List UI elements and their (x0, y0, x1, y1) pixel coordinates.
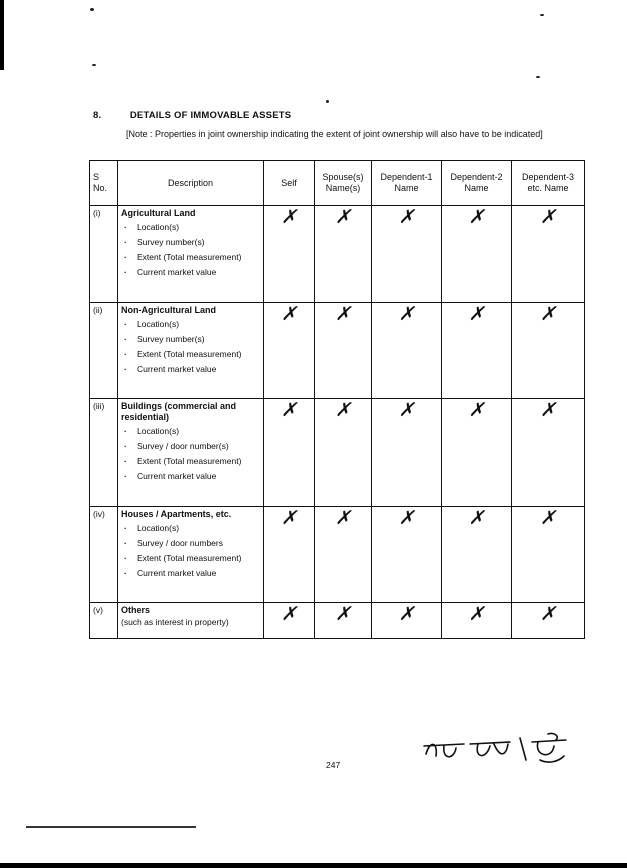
cross-mark: ✗ (540, 303, 556, 325)
cell-spouse (315, 507, 372, 603)
cell-dependent-3 (512, 603, 585, 639)
cross-mark: ✗ (468, 206, 485, 228)
cell-dependent-2 (442, 303, 512, 399)
cell-dependent-2 (442, 399, 512, 507)
cross-mark: ✗ (335, 507, 351, 529)
list-item: · Location(s) (121, 222, 260, 233)
cross-mark: ✗ (281, 303, 297, 325)
scan-bottom-edge (0, 863, 627, 868)
cross-mark: ✗ (468, 303, 485, 325)
section-title: DETAILS OF IMMOVABLE ASSETS (129, 110, 292, 121)
section-note: [Note : Properties in joint ownership indicating the extent of joint ownership will also have to be indicated] (126, 129, 543, 139)
cross-mark: ✗ (398, 603, 415, 625)
header-self: Self (264, 161, 315, 206)
row-category: Houses / Apartments, etc. (121, 509, 232, 519)
cross-mark: ✗ (335, 303, 351, 325)
cross-mark: ✗ (281, 206, 297, 228)
list-item: · Current market value (121, 267, 260, 278)
scan-edge-mark (0, 0, 4, 70)
scan-artifact-line (26, 826, 196, 828)
row-sno: (iii) (90, 399, 118, 507)
cell-self (264, 399, 315, 507)
header-sno: S No. (90, 161, 118, 206)
list-item: · Location(s) (121, 426, 260, 437)
cross-mark: ✗ (398, 303, 415, 325)
table-row (90, 603, 585, 639)
cross-mark: ✗ (398, 507, 415, 529)
cell-self (264, 603, 315, 639)
cross-mark: ✗ (281, 507, 297, 529)
list-item: · Survey number(s) (121, 334, 260, 345)
row-category: Non-Agricultural Land (121, 305, 216, 315)
cell-dependent-1 (372, 399, 442, 507)
cross-mark: ✗ (540, 603, 556, 625)
page-number: 247 (326, 760, 341, 770)
cross-mark: ✗ (281, 603, 297, 625)
cell-spouse (315, 206, 372, 303)
cell-dependent-1 (372, 603, 442, 639)
cell-dependent-1 (372, 507, 442, 603)
list-item: · Current market value (121, 471, 260, 482)
handwritten-signature (420, 730, 570, 770)
row-description (118, 206, 264, 303)
list-item: · Survey / door numbers (121, 538, 260, 549)
table-row (90, 303, 585, 399)
list-item: · Survey / door number(s) (121, 441, 260, 452)
cell-dependent-1 (372, 303, 442, 399)
cell-self (264, 507, 315, 603)
row-sno: (iv) (90, 507, 118, 603)
table-row (90, 507, 585, 603)
header-dependent-1: Dependent-1 Name (372, 161, 442, 206)
row-category: Agricultural Land (121, 208, 196, 218)
row-sno: (ii) (90, 303, 118, 399)
cell-dependent-3 (512, 303, 585, 399)
cross-mark: ✗ (335, 206, 351, 228)
list-item: · Location(s) (121, 523, 260, 534)
row-category: Buildings (commercial and residential) (121, 401, 237, 422)
cross-mark: ✗ (540, 507, 556, 529)
immovable-assets-table (89, 160, 585, 639)
row-description (118, 303, 264, 399)
list-item: · Extent (Total measurement) (121, 252, 260, 263)
scan-speck (540, 14, 544, 16)
header-description: Description (118, 161, 264, 206)
list-item: · Extent (Total measurement) (121, 553, 260, 564)
list-item: · Extent (Total measurement) (121, 456, 260, 467)
cell-self (264, 303, 315, 399)
cross-mark: ✗ (468, 399, 485, 421)
section-number: 8. (93, 110, 102, 121)
row-description (118, 399, 264, 507)
header-spouse: Spouse(s) Name(s) (315, 161, 372, 206)
list-item: · Extent (Total measurement) (121, 349, 260, 360)
cell-dependent-3 (512, 507, 585, 603)
scan-speck (90, 8, 94, 11)
scan-speck (326, 100, 329, 103)
row-category: Others (121, 605, 151, 615)
cell-dependent-1 (372, 206, 442, 303)
cross-mark: ✗ (540, 206, 556, 228)
list-item: · Location(s) (121, 319, 260, 330)
list-item: · Current market value (121, 568, 260, 579)
table-header-row (90, 161, 585, 206)
list-item: · Current market value (121, 364, 260, 375)
cell-spouse (315, 303, 372, 399)
table-row (90, 399, 585, 507)
cross-mark: ✗ (540, 399, 556, 421)
cross-mark: ✗ (468, 603, 485, 625)
list-item: · Survey number(s) (121, 237, 260, 248)
cell-spouse (315, 603, 372, 639)
cell-dependent-2 (442, 507, 512, 603)
cell-dependent-2 (442, 206, 512, 303)
cross-mark: ✗ (335, 603, 351, 625)
row-description (118, 603, 264, 639)
header-dependent-2: Dependent-2 Name (442, 161, 512, 206)
cell-self (264, 206, 315, 303)
header-dependent-3: Dependent-3 etc. Name (512, 161, 585, 206)
cell-dependent-2 (442, 603, 512, 639)
cell-spouse (315, 399, 372, 507)
row-description (118, 507, 264, 603)
cross-mark: ✗ (281, 399, 297, 421)
cell-dependent-3 (512, 399, 585, 507)
scan-speck (536, 76, 540, 78)
cross-mark: ✗ (335, 399, 351, 421)
row-sno: (v) (90, 603, 118, 639)
row-sno: (i) (90, 206, 118, 303)
cell-dependent-3 (512, 206, 585, 303)
cross-mark: ✗ (398, 399, 415, 421)
scan-speck (92, 64, 96, 66)
table-row (90, 206, 585, 303)
cross-mark: ✗ (468, 507, 485, 529)
cross-mark: ✗ (398, 206, 415, 228)
section-heading (93, 110, 291, 121)
row-note: (such as interest in property) (121, 617, 229, 627)
